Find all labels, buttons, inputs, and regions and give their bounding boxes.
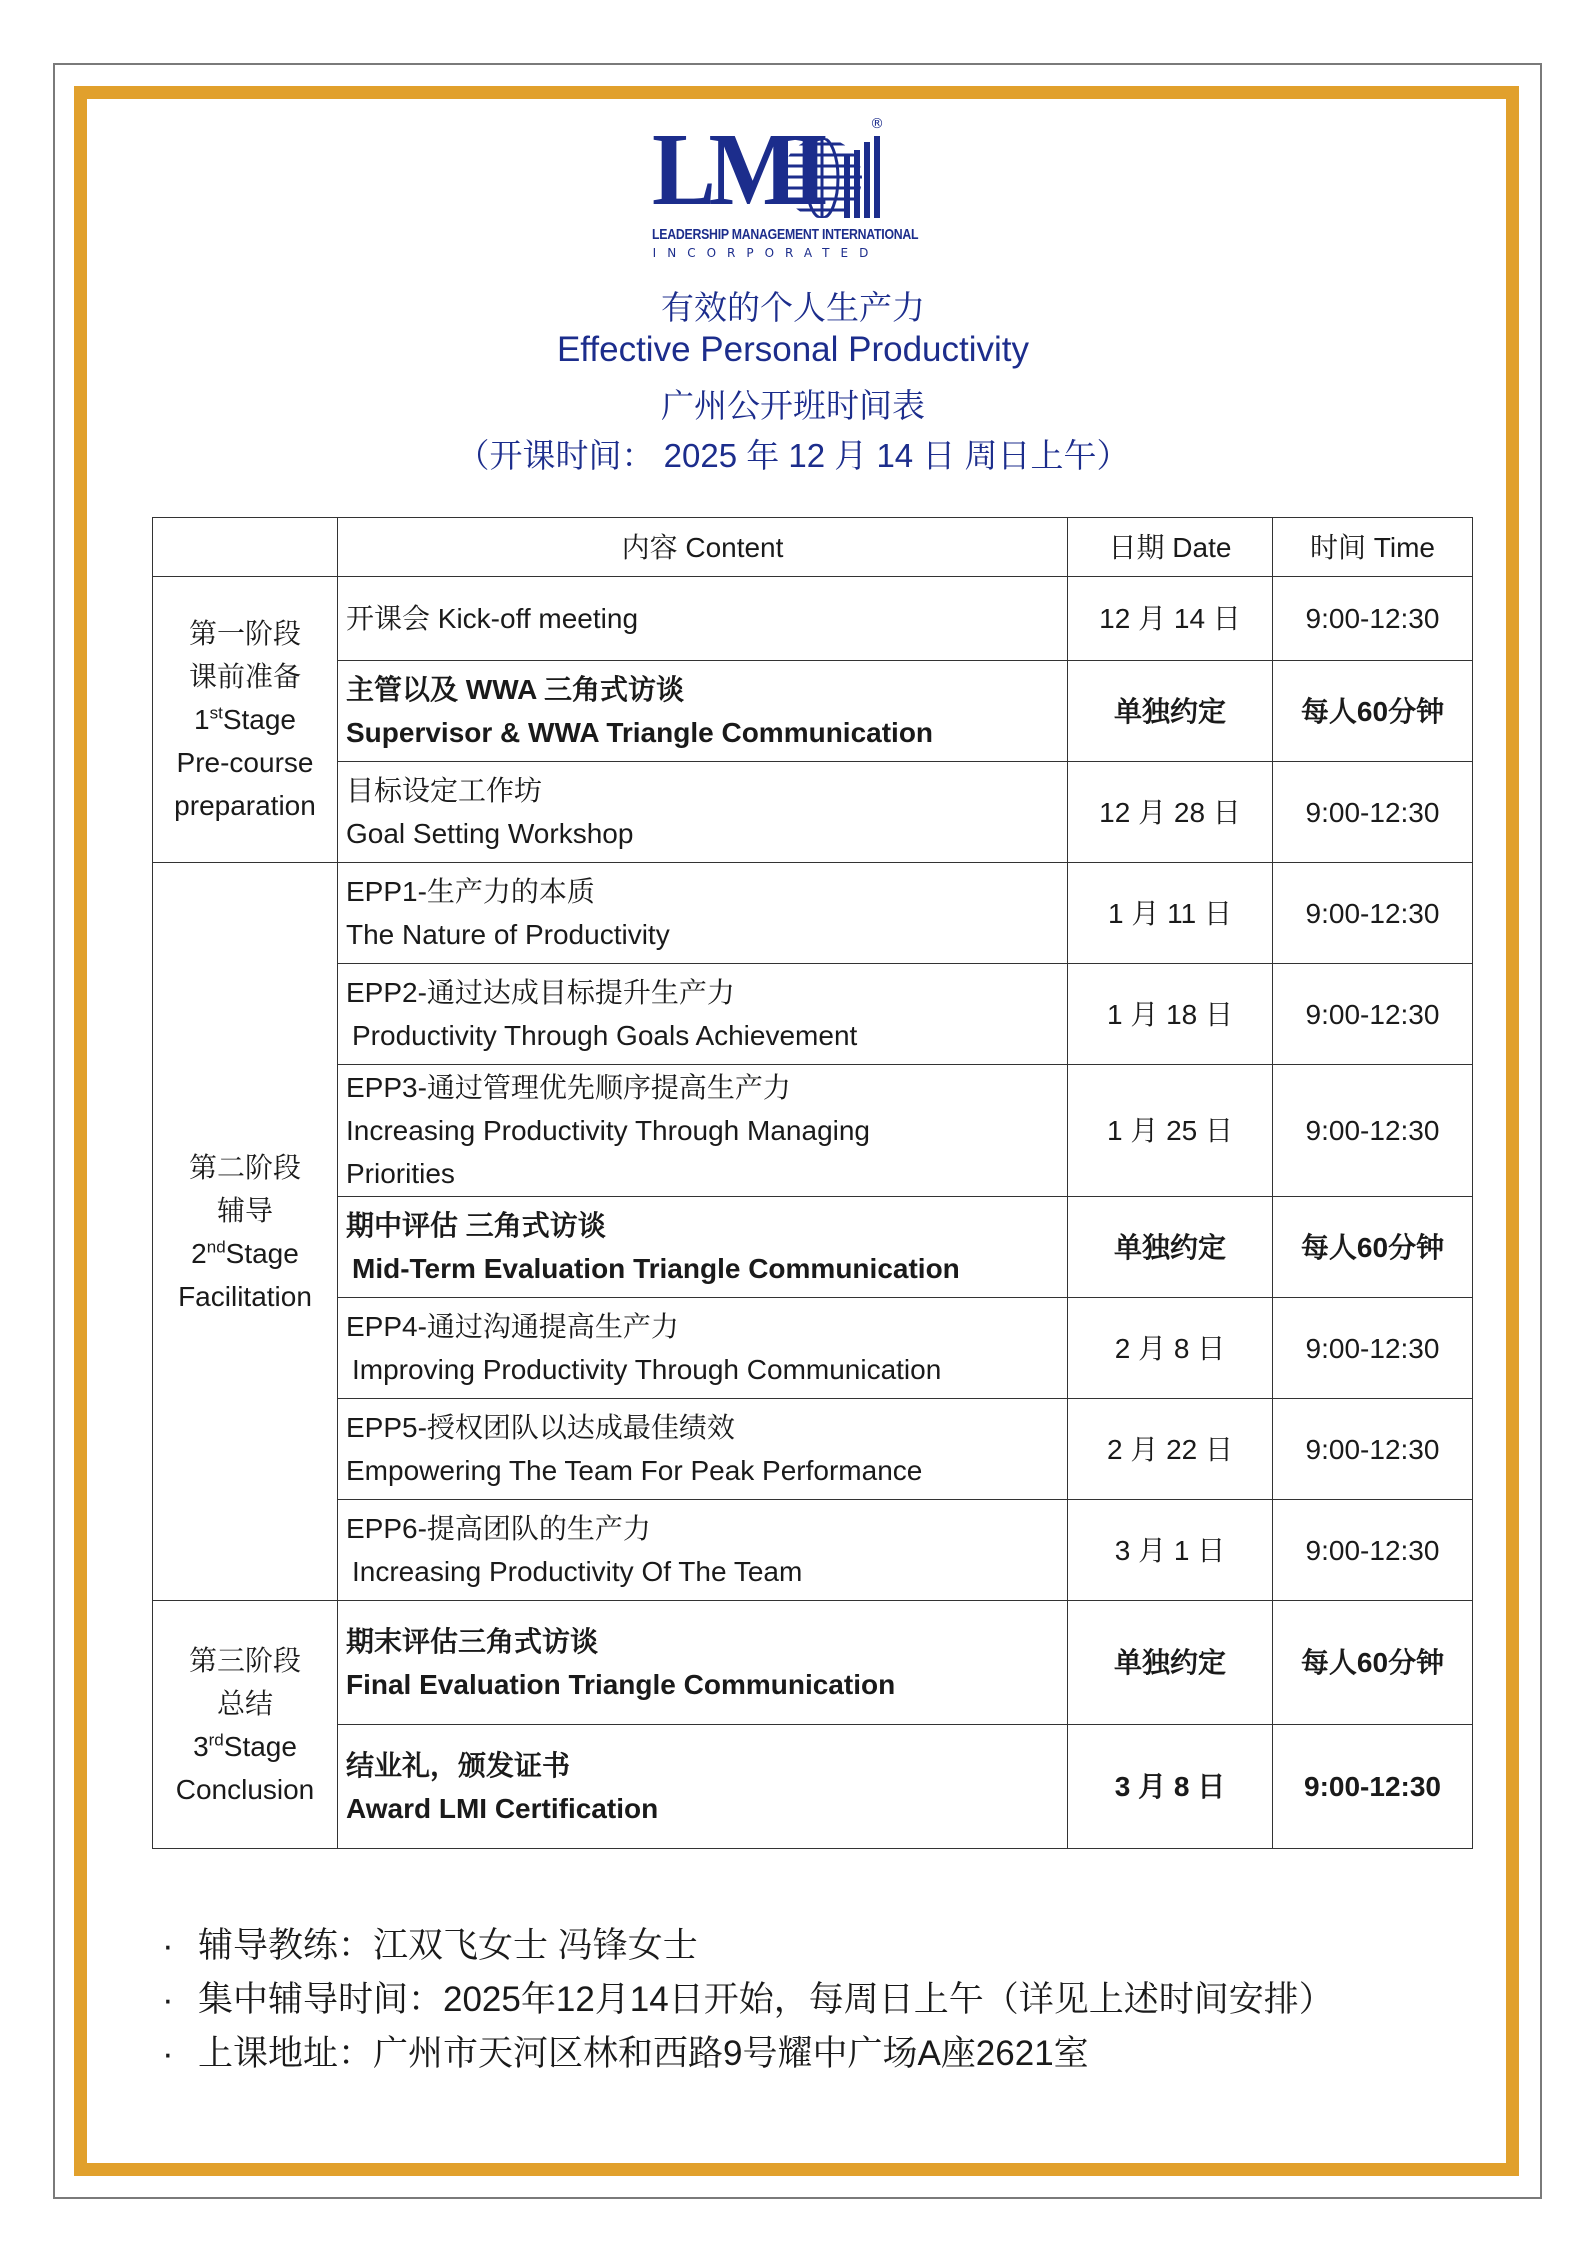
row-content: EPP2-通过达成目标提升生产力 Productivity Through Goals Achievement (338, 964, 1068, 1065)
row-time: 9:00-12:30 (1273, 1065, 1473, 1197)
row-time: 9:00-12:30 (1273, 1399, 1473, 1500)
lmi-logo (652, 112, 919, 266)
logo-tagline: LEADERSHIP MANAGEMENT INTERNATIONAL (652, 226, 919, 243)
row-date: 12 月 14 日 (1068, 577, 1273, 661)
stage-label-cn: 第三阶段 (188, 1644, 301, 1676)
stage-label-en: Facilitation (178, 1280, 312, 1312)
bullet-mark: · (162, 1926, 174, 1965)
note-coach: · 辅导教练：江双飞女士 冯锋女士 (162, 1919, 1334, 1973)
stage-label-cn: 第一阶段 (188, 618, 301, 649)
bullet-mark: · (162, 2034, 174, 2073)
row-time: 9:00-12:30 (1273, 1500, 1473, 1601)
row-content: EPP4-通过沟通提高生产力 Improving Productivity Through Communication (338, 1298, 1068, 1399)
row-content: EPP1-生产力的本质 The Nature of Productivity (338, 863, 1068, 964)
notes-list (162, 1919, 1334, 2081)
stage-label-cn: 第二阶段 (188, 1151, 301, 1183)
row-content: 期中评估 三角式访谈 Mid-Term Evaluation Triangle Communication (338, 1197, 1068, 1298)
note-schedule: · 集中辅导时间：2025年12月14日开始，每周日上午（详见上述时间安排） (162, 1973, 1334, 2027)
stage-3-cell (153, 1601, 338, 1849)
row-date: 1 月 25 日 (1068, 1065, 1273, 1197)
row-time: 每人60分钟 (1273, 1601, 1473, 1725)
row-date: 单独约定 (1068, 661, 1273, 762)
stage-label-en: Pre-course (176, 747, 314, 778)
stage-1-cell (153, 577, 338, 863)
row-time: 9:00-12:30 (1273, 863, 1473, 964)
table-header-row (153, 518, 1473, 577)
row-date: 12 月 28 日 (1068, 762, 1273, 863)
row-time: 9:00-12:30 (1273, 1725, 1473, 1849)
table-row (153, 863, 1473, 964)
row-time: 9:00-12:30 (1273, 577, 1473, 661)
header-stage (153, 518, 338, 577)
table-row (153, 1399, 1473, 1500)
start-note: （开课时间： 2025 年 12 月 14 日 周日上午） (456, 437, 1130, 474)
header-time: 时间 Time (1273, 518, 1473, 577)
stage-label-en: Conclusion (175, 1773, 315, 1805)
schedule-table (152, 517, 1473, 1849)
row-content: 期末评估三角式访谈 Final Evaluation Triangle Communication (338, 1601, 1068, 1725)
table-row (153, 1725, 1473, 1849)
title-en: Effective Personal Productivity (556, 330, 1030, 369)
table-row (153, 661, 1473, 762)
row-date: 3 月 1 日 (1068, 1500, 1273, 1601)
stage-number: 3rdStage (193, 1730, 297, 1762)
row-content: 主管以及 WWA 三角式访谈 Supervisor & WWA Triangle Communication (338, 661, 1068, 762)
row-time: 每人60分钟 (1273, 661, 1473, 762)
table-row (153, 1601, 1473, 1725)
row-time: 9:00-12:30 (1273, 762, 1473, 863)
row-content: 开课会 Kick-off meeting (338, 577, 1068, 661)
row-date: 1 月 11 日 (1068, 863, 1273, 964)
stage-number: 2ndStage (191, 1237, 299, 1269)
row-time: 9:00-12:30 (1273, 1298, 1473, 1399)
note-address: · 上课地址：广州市天河区林和西路9号耀中广场A座2621室 (162, 2027, 1334, 2081)
logo-wordmark: LMI (652, 112, 822, 227)
table-row (153, 1065, 1473, 1197)
row-content: 目标设定工作坊 Goal Setting Workshop (338, 762, 1068, 863)
row-date: 1 月 18 日 (1068, 964, 1273, 1065)
logo-incorporated: INCORPORATED (652, 246, 880, 260)
row-content: EPP3-通过管理优先顺序提高生产力 Increasing Productivity Through Managing Priorities (338, 1065, 1068, 1197)
table-row (153, 964, 1473, 1065)
table-row (153, 762, 1473, 863)
stage-label-cn: 课前准备 (188, 661, 301, 692)
globe-icon (782, 128, 882, 228)
row-time: 9:00-12:30 (1273, 964, 1473, 1065)
row-content: 结业礼，颁发证书 Award LMI Certification (338, 1725, 1068, 1849)
table-row (153, 1197, 1473, 1298)
stage-2-cell (153, 863, 338, 1601)
row-date: 3 月 8 日 (1068, 1725, 1273, 1849)
stage-number: 1stStage (194, 703, 296, 735)
table-row (153, 1298, 1473, 1399)
row-content: EPP6-提高团队的生产力 Increasing Productivity Of The Team (338, 1500, 1068, 1601)
row-date: 单独约定 (1068, 1601, 1273, 1725)
row-date: 2 月 8 日 (1068, 1298, 1273, 1399)
stage-label-cn: 辅导 (216, 1194, 273, 1226)
header-content: 内容 Content (338, 518, 1068, 577)
title-cn: 有效的个人生产力 (661, 289, 925, 326)
bullet-mark: · (162, 1980, 174, 2019)
stage-label-en: preparation (174, 790, 316, 821)
row-time: 每人60分钟 (1273, 1197, 1473, 1298)
header-date: 日期 Date (1068, 518, 1273, 577)
subtitle: 广州公开班时间表 (661, 387, 925, 424)
row-date: 2 月 22 日 (1068, 1399, 1273, 1500)
table-row (153, 577, 1473, 661)
row-content: EPP5-授权团队以达成最佳绩效 Empowering The Team For Peak Performance (338, 1399, 1068, 1500)
row-date: 单独约定 (1068, 1197, 1273, 1298)
table-row (153, 1500, 1473, 1601)
stage-label-cn: 总结 (216, 1687, 273, 1719)
registered-mark: ® (870, 116, 884, 132)
